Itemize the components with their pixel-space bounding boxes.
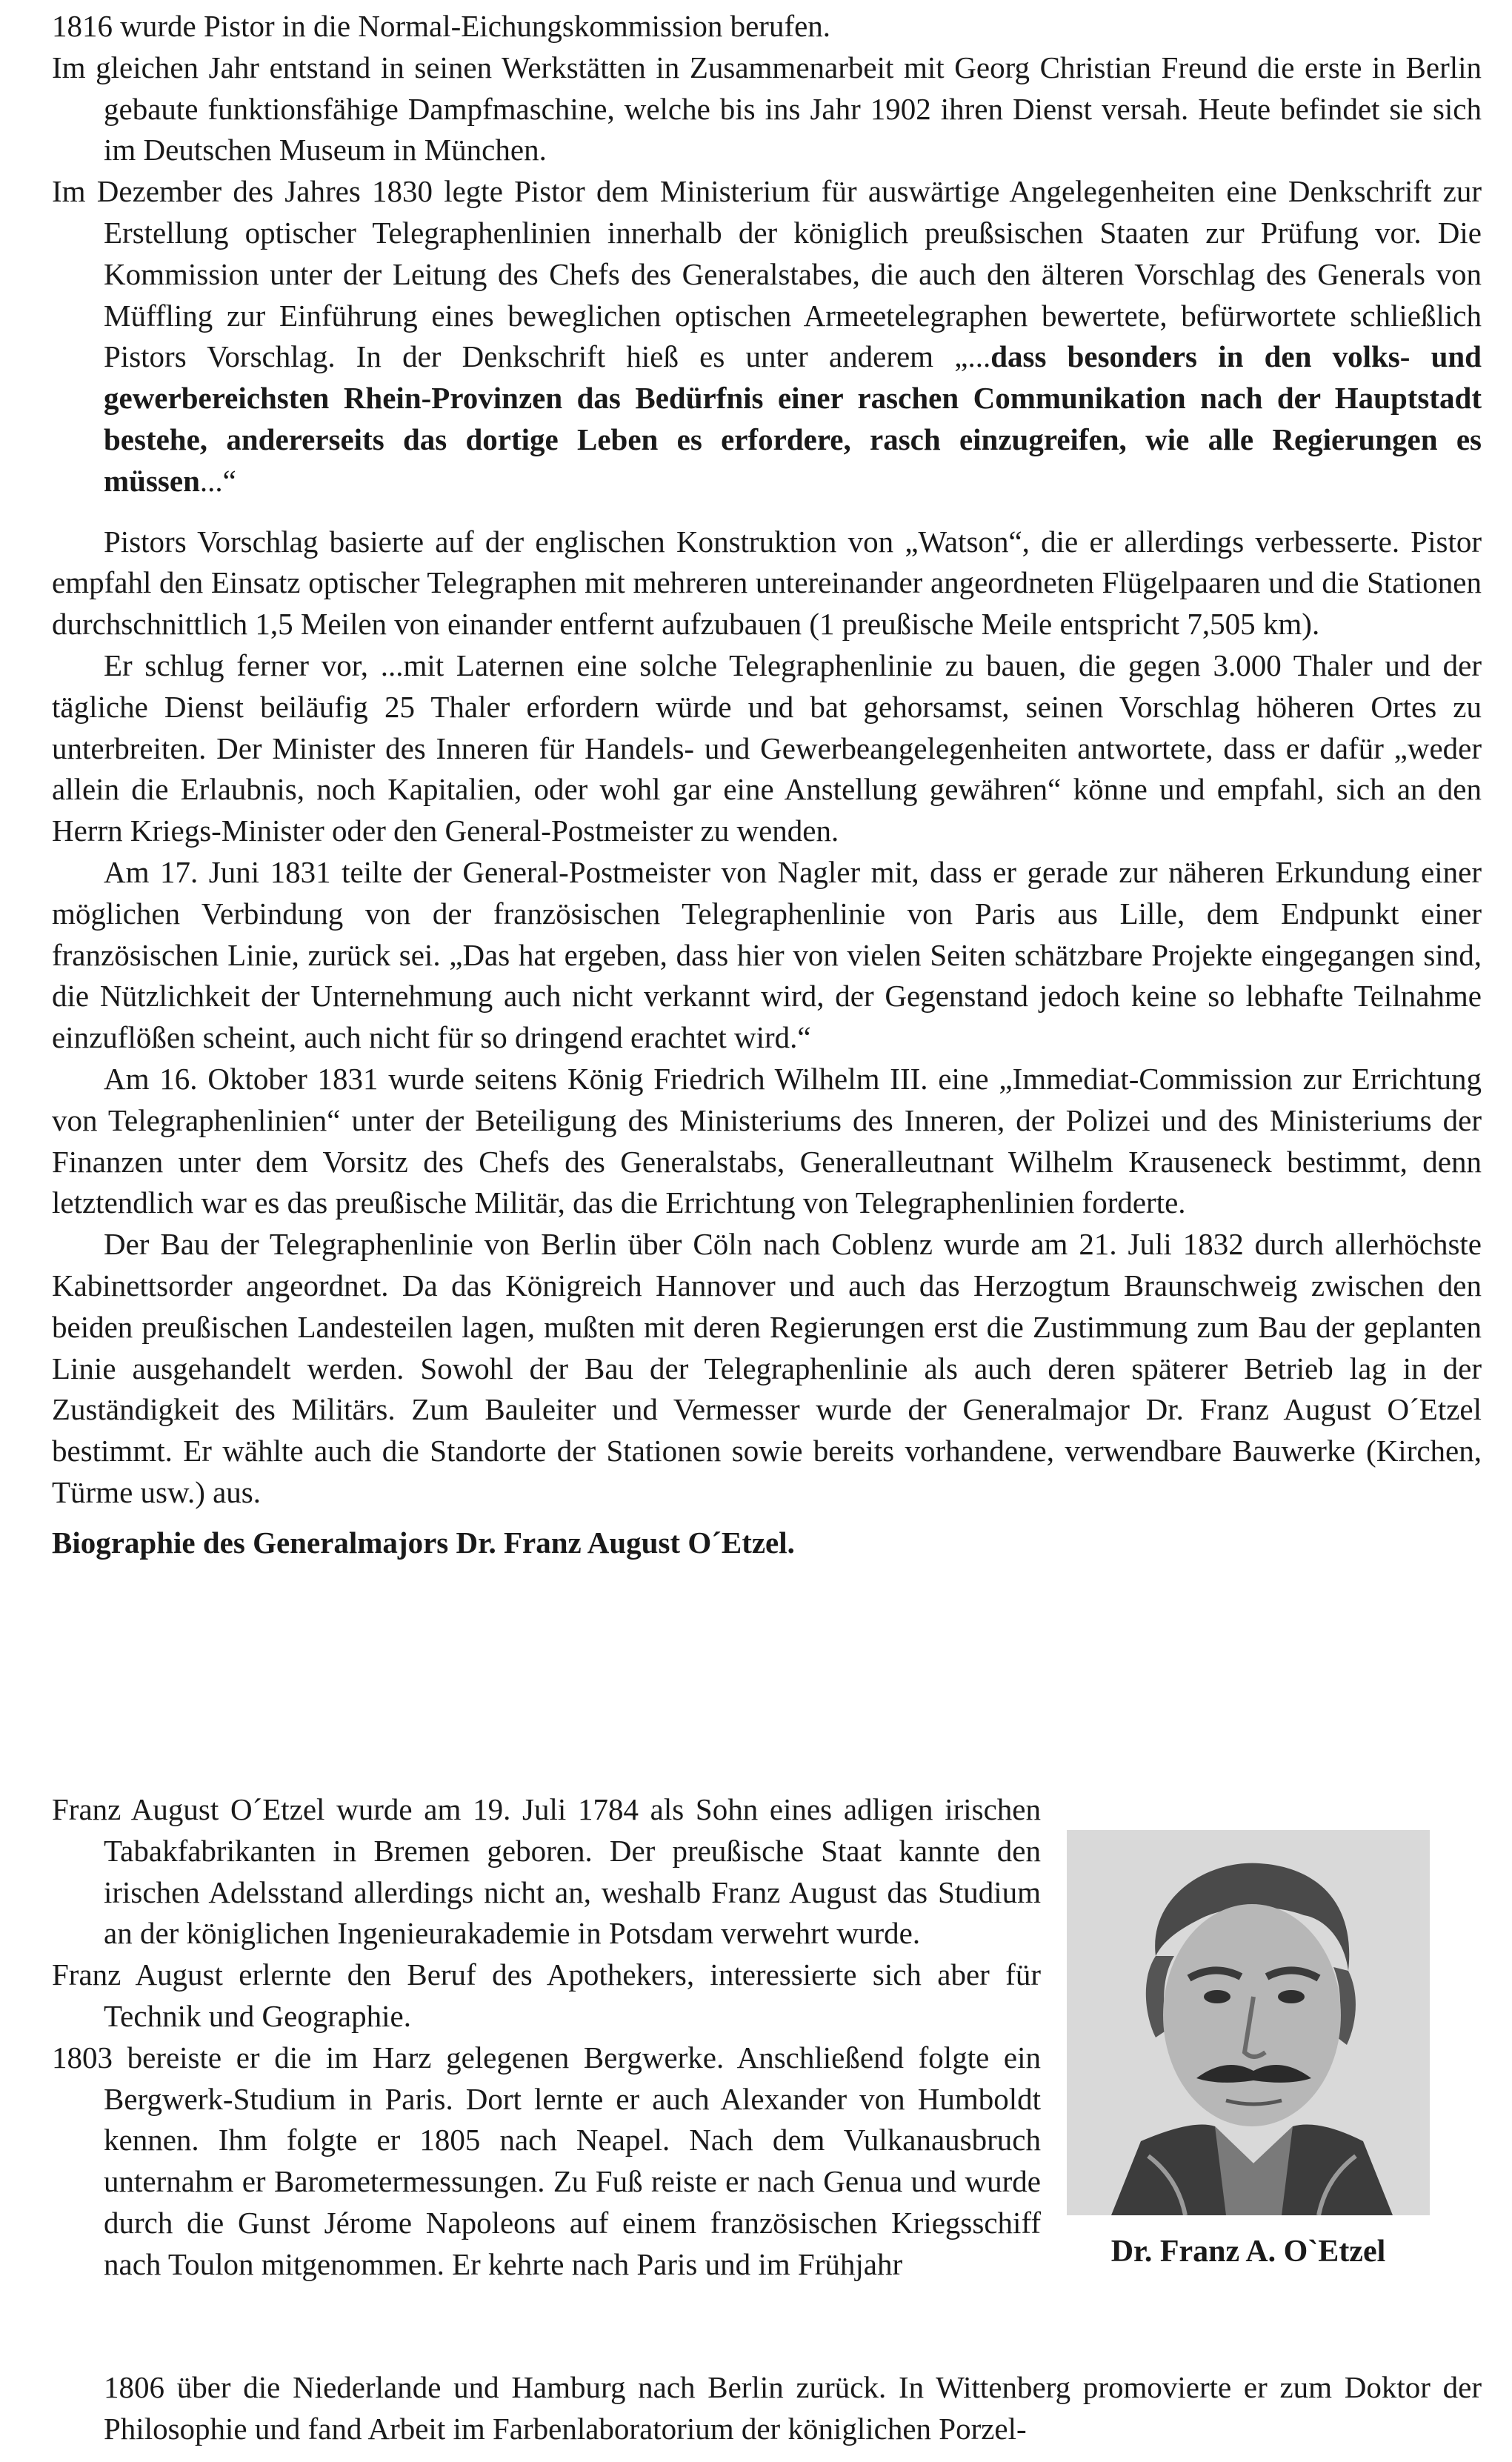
paragraph-8: Der Bau der Telegraphenlinie von Berlin über Cöln nach Coblenz wurde am 21. Juli 1832 durch allerhöchste Kabinettsorder angeordnet. Da das Königreich Hannover und auch das Herzogtum Braunschweig zwischen den beiden preußischen Landesteilen lagen, mußten mit deren Regierungen erst die Zustimmung zum Bau der geplanten Linie ausgehandelt werden. Sowohl der Bau der Telegraphenlinie als auch deren späterer Betrieb lag in der Zuständigkeit des Militärs. Zum Bauleiter und Vermesser wurde der Generalmajor Dr. Franz August O´Etzel bestimmt. Er wählte auch die Standorte der Stationen sowie bereits vorhandene, verwendbare Bauwerke (Kirchen, Türme usw.) aus. <box>52 1227 1482 1509</box>
bio-paragraph-3-continued: 1806 über die Niederlande und Hamburg nach Berlin zurück. In Wittenberg promovierte er zum Doktor der Philosophie und fand Arbeit im Farbenlaboratorium der königlichen Porzel- <box>104 2370 1482 2446</box>
paragraph-5: Er schlug ferner vor, ...mit Laternen eine solche Telegraphenlinie zu bauen, die gegen 3.000 Thaler und der tägliche Dienst beiläufig 25 Thaler erfordern würde und bat gehorsamst, seinen Vorschlag höheren Ortes zu unterbreiten. Der Minister des Inneren für Handels- und Gewerbeangelegenheiten antwortete, dass er dafür „weder allein die Erlaubnis, noch Kapitalien, oder wohl gar eine Anstellung gewähren“ könne und empfahl, sich an den Herrn Kriegs-Minister oder den General-Postmeister zu wenden. <box>52 648 1482 848</box>
paragraph-7: Am 16. Oktober 1831 wurde seitens König Friedrich Wilhelm III. eine „Immediat-Commission zur Errichtung von Telegraphenlinien“ unter der Beteiligung des Ministeriums des Inneren, der Polizei und des Ministeriums der Finanzen unter dem Vorsitz des Chefs des Generalstabs, Generalleutnant Wilhelm Krauseneck bestimmt, denn letztendlich war es das preußische Militär, das die Errichtung von Telegraphenlinien forderte. <box>52 1061 1482 1220</box>
paragraph-3 <box>52 171 1482 502</box>
section-heading: Biographie des Generalmajors Dr. Franz August O´Etzel. <box>52 1525 795 1560</box>
main-text <box>52 6 1482 1563</box>
paragraph-3-end: ...“ <box>199 463 236 498</box>
biography-text <box>52 1789 1041 2286</box>
bio-paragraph-3: 1803 bereiste er die im Harz gelegenen Bergwerke. Anschließend folgte ein Bergwerk-Studium in Paris. Dort lernte er auch Alexander von Humboldt kennen. Ihm folgte er 1805 nach Neapel. Nach dem Vulkanausbruch unternahm er Barometermessungen. Zu Fuß reiste er nach Genua und wurde durch die Gunst Jérome Napoleons auf einem französischen Kriegsschiff nach Toulon mitgenommen. Er kehrte nach Paris und im Frühjahr <box>52 2040 1041 2281</box>
portrait-image <box>1067 1830 1430 2215</box>
paragraph-1: 1816 wurde Pistor in die Normal-Eichungskommission berufen. <box>52 9 831 43</box>
portrait-caption: Dr. Franz A. O`Etzel <box>1110 2235 1386 2269</box>
portrait-illustration <box>1067 1830 1430 2215</box>
paragraph-3-text: Im Dezember des Jahres 1830 legte Pistor dem Ministerium für auswärtige Angelegenheiten eine Denkschrift zur Erstellung optischer Telegraphenlinien innerhalb der königlich preußsischen Staaten zur Prüfung vor. Die Kommission unter der Leitung des Chefs des Generalstabes, die auch den älteren Vorschlag des Generals von Müffling zur Einführung eines beweglichen optischen Armeetelegraphen bewertete, befürwortete schließlich Pistors Vorschlag. In der Denkschrift hieß es unter anderem „... <box>52 174 1482 374</box>
paragraph-2: Im gleichen Jahr entstand in seinen Werkstätten in Zusammenarbeit mit Georg Christian Freund die erste in Berlin gebaute funktionsfähige Dampfmaschine, welche bis ins Jahr 1902 ihren Dienst versah. Heute befindet sie sich im Deutschen Museum in München. <box>52 50 1482 167</box>
paragraph-6: Am 17. Juni 1831 teilte der General-Postmeister von Nagler mit, dass er gerade zur näheren Erkundung einer möglichen Verbindung von der französischen Telegraphenlinie von Paris aus Lille, dem Endpunkt einer französischen Linie, zurück sei. „Das hat ergeben, dass hier von vielen Seiten schätzbare Projekte eingegangen sind, die Nützlichkeit der Unternehmung auch nicht verkannt wird, der Gegenstand jedoch keine so lebhafte Teilnahme einzuflößen scheint, auch nicht für so dringend erachtet wird.“ <box>52 854 1482 1055</box>
bio-paragraph-2: Franz August erlernte den Beruf des Apothekers, interessierte sich aber für Technik und Geographie. <box>52 1957 1041 2033</box>
biography-continuation <box>52 2367 1482 2450</box>
paragraph-3-quote: dass besonders in den volks- und gewerbereichsten Rhein-Provinzen das Bedürfnis einer raschen Communikation nach der Hauptstadt bestehe, andererseits das dortige Leben es erfordere, rasch einzugreifen, wie alle Regierungen es müssen <box>104 339 1482 498</box>
paragraph-4: Pistors Vorschlag basierte auf der englischen Konstruktion von „Watson“, die er allerdings verbesserte. Pistor empfahl den Einsatz optischer Telegraphen mit mehreren untereinander angeordneten Flügelpaaren und die Stationen durchschnittlich 1,5 Meilen von einander entfernt aufzubauen (1 preußische Meile entspricht 7,505 km). <box>52 524 1482 642</box>
bio-paragraph-1: Franz August O´Etzel wurde am 19. Juli 1784 als Sohn eines adligen irischen Tabakfabrikanten in Bremen geboren. Der preußische Staat kannte den irischen Adelsstand allerdings nicht an, weshalb Franz August das Studium an der königlichen Ingenieurakademie in Potsdam verwehrt wurde. <box>52 1792 1041 1951</box>
